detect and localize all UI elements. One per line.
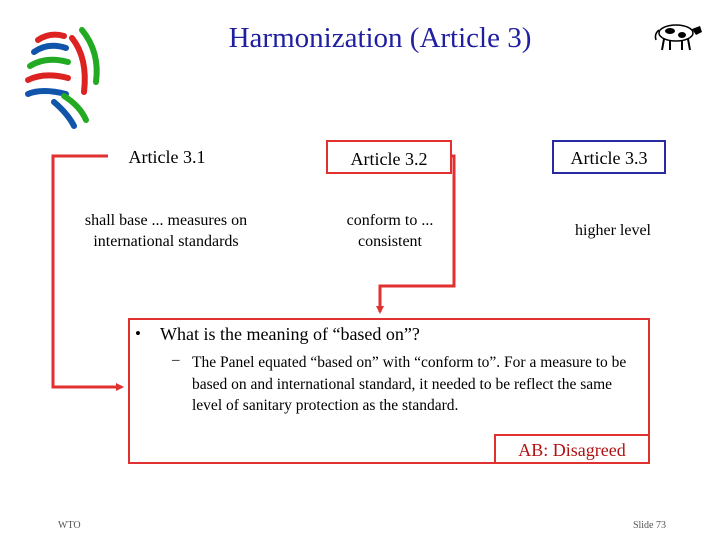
connector-line-3-1 <box>53 156 122 387</box>
article-3-1-description: shall base ... measures on international standards <box>84 212 248 250</box>
sub-bullet-marker: – <box>172 352 180 368</box>
bullet-marker: • <box>135 324 141 343</box>
slide-number: Slide 73 <box>632 520 666 531</box>
slide-title: Harmonization (Article 3) <box>228 22 532 54</box>
question-text: What is the meaning of “based on”? <box>160 324 420 344</box>
panel-answer-text: The Panel equated “based on” with “conform to”. For a measure to be based on and international standard, it needed to be reflect the same level of sanitary protection as the standard. <box>192 354 627 414</box>
article-3-2-description: conform to ... consistent <box>346 212 434 250</box>
ab-disagreed-label: AB: Disagreed <box>494 434 650 464</box>
article-3-1-label: Article 3.1 <box>128 147 206 167</box>
article-3-3-description: higher level <box>575 222 651 239</box>
article-3-3-label: Article 3.3 <box>552 140 666 174</box>
article-3-2-label: Article 3.2 <box>326 140 452 174</box>
footer-org-label: WTO <box>58 520 81 531</box>
